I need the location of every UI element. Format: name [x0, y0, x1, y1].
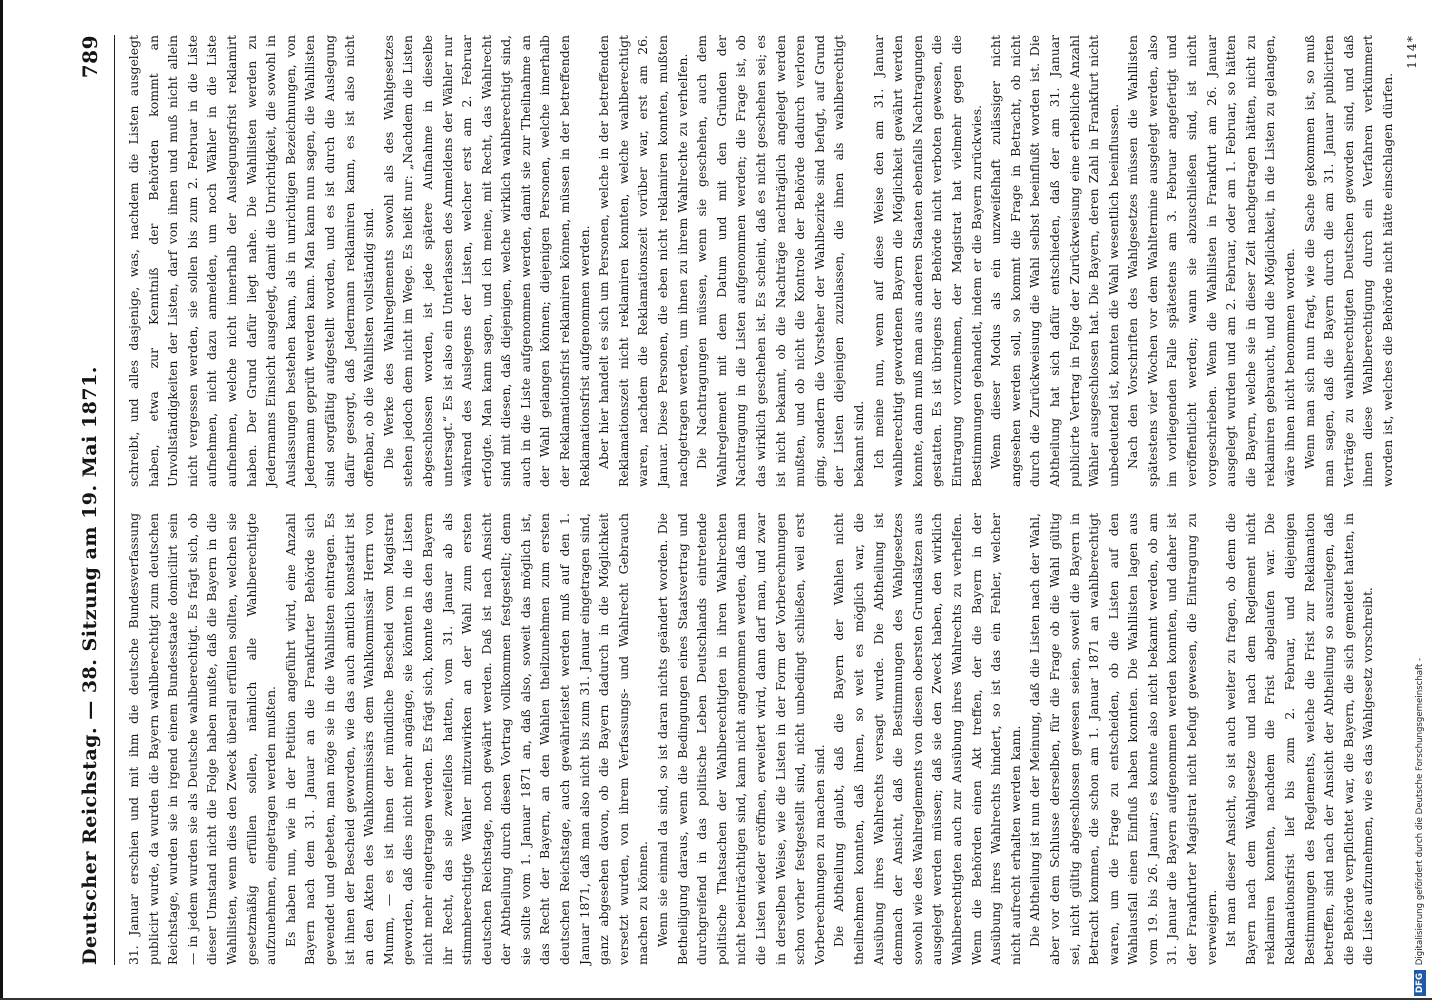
paragraph: Ist man dieser Ansicht, so ist auch weiter zu fragen, ob denn die Bayern nach dem Wahlgesetze und nach dem Reglement nicht reklamiren konnten, nachdem die Frist abgelaufen war. Die Reklamationsfrist lief bis zum 2. Februar, und diejenigen Bestimmungen des Reglements, welche die Frist zur Reklamation betreffen, sind nach der Ansicht der Abtheilung so auszulegen, daß die Behörde verpflichtet war, die Bayern, die sich gemeldet hatten, in die Liste aufzunehmen, wie es das Wahlgesetz vorschreibt.	[1223, 513, 1376, 965]
paragraph: Die Abtheilung glaubt, daß die Bayern der Wahlen nicht theilnehmen konnten, daß ihnen, so weit es möglich war, die Ausübung ihres Wahlrechts versagt wurde. Die Abtheilung ist demnach der Ansicht, daß die Bestimmungen des Wahlgesetzes sowohl wie des Wahlreglements von diesen obersten Grundsätzen aus ausgelegt werden müssen; daß sie den Zweck haben, den wirklich Wahlberechtigten auch zur Ausübung ihres Wahlrechts zu verhelfen. Wenn die Behörden einen Akt treffen, der die Bayern in der Ausübung ihres Wahlrechts hindert, so ist das ein Fehler, welcher nicht aufrecht erhalten werden kann.	[831, 513, 1023, 965]
page-header	[66, 35, 115, 965]
dfg-credit-text: Digitalisierung gefördert durch die Deutsche Forschungsgemeinschaft -	[1415, 657, 1425, 966]
column-right	[124, 35, 1419, 487]
paragraph: Wenn sie einmal da sind, so ist daran nichts geändert worden. Die Betheiligung daraus, wenn die Bedingungen eines Staatsvertrag und durchgreifend in das politische Leben Deutschlands eintretende politische Thatsachen der Wahlberechtigten in ihren Wahlrechten nicht beeinträchtigen sind, kann nicht angenommen werden, daß man die Listen wieder eröffnen, erweitert wird, dann darf man, und zwar in derselben Weise, wie die Listen in der Form der Vorberechnungen schon vorher festgestellt sind, nicht unbedingt schließen, weil erst Vorberechnungen zu machen sind.	[655, 513, 827, 965]
paragraph: Die Werke des Wahlreglements sowohl als des Wahlgesetzes stehen jedoch dem nicht im Wege. Es heißt nur: „Nachdem die Listen abgeschlossen worden, ist jede spätere Aufnahme in dieselbe untersagt.“ Es ist also ein Unterlassen des Anmeldens der Wähler nur während des Auslegens der Listen, welcher erst am 2. Februar erfolgte. Man kann sagen, und ich meine, mit Recht, das Wahlrecht sind mit diesen, daß diejenigen, welche wirklich wahlberechtigt sind, auch in die Liste aufgenommen werden, damit sie zur Theilnahme an der Wahl gelangen können; diejenigen Personen, welche innerhalb der Reklamationsfrist reklamiren können, müssen in der betreffenden Reklamationsfrist aufgenommen werden.	[380, 35, 592, 487]
paragraph: Die Nachtragungen müssen, wenn sie geschehen, auch dem Wahlreglement mit dem Datum und mit den Gründen der Nachtragung in die Listen aufgenommen werden; die Frage ist, ob das wirklich geschehen ist. Es scheint, daß es nicht geschehen sei; es ist nicht bekannt, ob die Nachträge nachträglich angelegt werden mußten, und ob nicht die Kontrole der Behörde dadurch verloren ging, sondern die Vorsteher der Wahlbezirke sind befugt, auf Grund der Listen diejenigen zuzulassen, die ihnen als wahlberechtigt bekannt sind.	[694, 35, 866, 487]
paragraph: 31. Januar erschien und mit ihm die deutsche Bundesverfassung publicirt wurde, da wurden die Bayern wahlberechtigt zum deutschen Reichstage, wurden sie in irgend einem Bundesstaate domicilirt sein — in jedem wurden sie als Deutsche wahlberechtigt. Es frägt sich, ob dieser Umstand nicht die Folge haben mußte, daß die Bayern in die Wahllisten, wenn dies den Zweck überall erfüllen sollten, welchen sie gesetzmäßig erfüllen sollen, nämlich alle Wahlberechtigte aufzunehmen, eingetragen werden mußten.	[126, 513, 279, 965]
paragraph: Ich meine nun, wenn auf diese Weise den am 31. Januar wahlberechtigt gewordenen Bayern die Möglichkeit gewährt werden konnte, dann muß man aus anderen Staaten ebenfalls Nachtragungen gestatten. Es ist übrigens der Behörde nicht verboten gewesen, die Eintragung vorzunehmen, der Magistrat hat vielmehr gegen die Bestimmungen gehandelt, indem er die Bayern zurückwies.	[870, 35, 984, 487]
text-columns	[124, 35, 1419, 965]
paragraph: Aber hier handelt es sich um Personen, welche in der betreffenden Reklamationszeit nicht reklamiren konnten, welche wahlberechtigt waren, nachdem die Reklamationszeit vorüber war, erst am 26. Januar. Diese Personen, die eben nicht reklamiren konnten, mußten nachgetragen werden, um ihnen zu ihrem Wahlrechte zu verhelfen.	[596, 35, 690, 487]
paragraph: schreibt, und alles dasjenige, was, nachdem die Listen ausgelegt haben, etwa zur Kenntniß der Behörden kommt an Unvollständigkeiten der Listen, darf von ihnen und muß nicht allein nicht vergessen werden, sie sollen bis zum 2. Februar in die Liste aufnehmen, nicht dazu anmelden, um noch Wähler in die Liste aufnehmen, welche nicht innerhalb der Auslegungsfrist reklamirt haben. Der Grund dafür liegt nahe. Die Wahllisten werden zu Jedermanns Einsicht ausgelegt, damit die Unrichtigkeit, die sowohl in Auslassungen bestehen kann, als in unrichtigen Bezeichnungen, von Jedermann geprüft werden kann. Man kann nun sagen, die Wahllisten sind sorgfältig aufgestellt worden, und es ist durch die Auslegung dafür gesorgt, daß Jedermann reklamiren kann, es ist also nicht offenbar, ob die Wahllisten vollständig sind.	[126, 35, 377, 487]
scan-edge	[0, 0, 3, 1000]
page-number: 789	[78, 35, 102, 79]
paragraph: Es haben nun, wie in der Petition angeführt wird, eine Anzahl Bayern nach dem 31. Januar an die Frankfurter Behörde sich gewendet und gebeten, man möge sie in die Wahllisten eintragen. Es ist ihnen der Bescheid geworden, wie das auch amtlich konstatirt ist an den Akten des Wahlkommissärs dem Wahlkommissär Herrn von Mumm, — es ist ihnen der mündliche Bescheid vom Magistrat geworden, daß dies nicht mehr angänge, sie könnten in die Listen nicht mehr eingetragen werden. Es frägt sich, konnte das den Bayern ihr Recht, das sie zweifellos hatten, vom 31. Januar ab als stimmberechtigte Wähler mitzuwirken an der Wahl zum ersten deutschen Reichstage, noch gewährt werden. Daß ist nach Ansicht der Abtheilung durch diesen Vortrag vollkommen festgestellt; denn sie sollte vom 1. Januar 1871 an, daß also, soweit das möglich ist, das Recht der Bayern, an den Wahlen theilzunehmen zum ersten deutschen Reichstage, auch gewährleistet werden muß auf den 1. Januar 1871, daß man also nicht bis zum 31. Januar eingetragen sind, ganz abgesehen davon, ob die Bayern dadurch in die Möglichkeit versetzt wurden, von ihrem Verfassungs- und Wahlrecht Gebrauch machen zu können.	[282, 513, 651, 965]
paragraph: Die Abtheilung ist nun der Meinung, daß die Listen nach der Wahl, aber vor dem Schlusse derselben, für die Frage ob die Wahl gültig sei, nicht gültig abgeschlossen gewesen seien, soweit die Bayern in Betracht kommen, die schon am 1. Januar 1871 an wahlberechtigt waren, um die Frage zu entscheiden, ob die Listen auf den Wahlausfall einen Einfluß haben konnten. Die Wahllisten lagen aus vom 19. bis 26. Januar; es konnte also nicht bekannt werden, ob am 31. Januar die Bayern aufgenommen werden konnten, und daher ist der Frankfurter Magistrat nicht befugt gewesen, die Eintragung zu verweigern.	[1027, 513, 1219, 965]
dfg-credit	[1414, 6, 1428, 996]
newspaper-page	[66, 35, 1419, 965]
paragraph: Wenn man sich nun fragt, wie die Sache gekommen ist, so muß man sagen, daß die Bayern durch die am 31. Januar publicirten Verträge zu wahlberechtigten Deutschen geworden sind, und daß ihnen diese Wahlberechtigung durch ein Verfahren verkümmert worden ist, welches die Behörde nicht hätte einschlagen dürfen.	[1301, 35, 1395, 487]
sheet-signature: 114*	[1403, 35, 1419, 69]
paragraph: Wenn dieser Modus als ein unzweifelhaft zulässiger nicht angesehen werden soll, so kommt die Frage in Betracht, ob nicht durch die Zurückweisung die Wahl selbst beeinflußt worden ist. Die Abtheilung hat sich dafür entschieden, daß der am 31. Januar publicirte Vertrag in Folge der Zurückweisung eine erhebliche Anzahl Wähler ausgeschlossen hat. Die Bayern, deren Zahl in Frankfurt nicht unbedeutend ist, konnten die Wahl wesentlich beeinflussen.	[988, 35, 1121, 487]
paragraph: Nach den Vorschriften des Wahlgesetzes müssen die Wahllisten spätestens vier Wochen vor dem Wahltermine ausgelegt werden, also im vorliegenden Falle spätestens am 3. Februar angefertigt und veröffentlicht werden; wann sie abzuschließen sind, ist nicht vorgeschrieben. Wenn die Wahllisten in Frankfurt am 26. Januar ausgelegt wurden und am 2. Februar, oder am 1. Februar, so hätten die Bayern, welche sie in dieser Zeit nachgetragen hätten, nicht zu reklamiren gebraucht, und die Möglichkeit, in die Listen zu gelangen, wäre ihnen nicht benommen worden.	[1125, 35, 1298, 487]
running-title: Deutscher Reichstag. — 38. Sitzung am 19. Mai 1871.	[79, 366, 101, 965]
column-left	[124, 513, 1376, 965]
dfg-logo: DFG	[1414, 970, 1426, 996]
